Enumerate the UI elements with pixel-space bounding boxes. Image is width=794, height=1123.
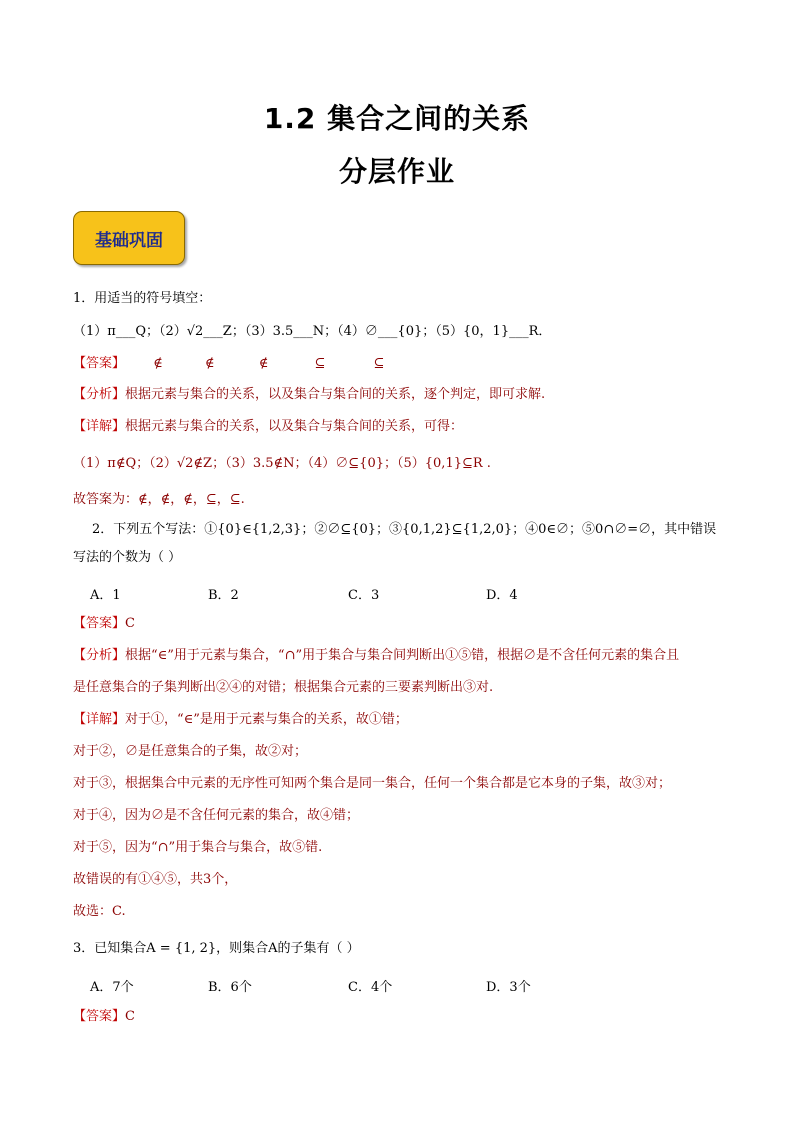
q2-option-b: B．2 [208,588,239,603]
q3-stem: 3．已知集合A = {1, 2}，则集合A的子集有（ ） [73,941,360,956]
q1-answer-3: ∉ [258,356,269,371]
q2-detail-line5: 对于⑤，因为“∩”用于集合与集合，故⑤错. [73,840,323,855]
page-subtitle: 分层作业 [338,155,455,188]
analysis-tag: 【分析】 [73,387,126,402]
q2-detail-line1: 对于①，“∈”是用于元素与集合的关系，故①错； [125,712,408,727]
q2-stem-line2: 写法的个数为（ ） [73,550,182,565]
q2-answer-value: C [125,616,135,631]
detail-tag: 【详解】 [73,419,126,434]
q3-option-a: A．7个 [90,980,134,995]
q3-option-d: D．3个 [486,980,531,995]
answer-tag: 【答案】 [73,616,126,631]
q2-option-a: A．1 [90,588,121,603]
q3-option-c: C．4个 [348,980,393,995]
q1-answer [73,355,384,373]
q3-option-b: B．6个 [208,980,252,995]
q2-detail-line7: 故选：C. [73,904,126,919]
q2-option-c: C．3 [348,588,380,603]
q1-answer-5: ⊆ [373,356,385,371]
q2-analysis [73,647,679,665]
q3-answer-value: C [125,1009,135,1024]
q2-option-d: D．4 [486,588,518,603]
q1-detail-sub: （1）π∉Q；（2）√2∉Z；（3）3.5∉N；（4）∅⊆{0}；（5）{0,1}⊆R . [73,456,491,471]
q1-detail-text: 根据元素与集合的关系，以及集合与集合间的关系，可得： [125,419,464,434]
q1-stem: 1．用适当的符号填空： [73,291,212,306]
q1-analysis [73,386,545,404]
q2-detail [73,711,408,729]
section-badge [73,211,185,265]
q1-answer-4: ⊆ [314,356,326,371]
q2-detail-line6: 故错误的有①④⑤，共3个， [73,872,238,887]
q2-detail-line2: 对于②，∅是任意集合的子集，故②对； [73,744,308,759]
detail-tag: 【详解】 [73,712,126,727]
page-title: 1.2 集合之间的关系 [263,102,531,135]
answer-tag: 【答案】 [73,356,126,371]
q1-conclusion: 故答案为：∉，∉，∉，⊆，⊆. [73,492,245,507]
q1-answer-2: ∉ [204,356,215,371]
q1-subquestions: （1）π___Q；（2）√2___Z；（3）3.5___N；（4）∅___{0}；（5）{0，1}___R． [73,324,552,339]
q2-detail-line4: 对于④，因为∅是不含任何元素的集合，故④错； [73,808,360,823]
q1-analysis-text: 根据元素与集合的关系，以及集合与集合间的关系，逐个判定，即可求解. [125,387,546,402]
q1-answer-1: ∉ [153,356,163,371]
q2-analysis-line1: 根据“∈”用于元素与集合，“∩”用于集合与集合间判断出①⑤错，根据∅是不含任何元素的集合且 [125,648,680,663]
q2-stem-line1: 2．下列五个写法：①{0}∈{1,2,3}；②∅⊆{0}；③{0,1,2}⊆{1,2,0}；④0∈∅；⑤0∩∅=∅，其中错误 [92,522,717,537]
section-badge-label: 基础巩固 [95,230,163,251]
q3-answer [73,1008,135,1026]
q2-answer [73,615,135,633]
answer-tag: 【答案】 [73,1009,126,1024]
q2-analysis-line2: 是任意集合的子集判断出②④的对错；根据集合元素的三要素判断出③对. [73,680,494,695]
analysis-tag: 【分析】 [73,648,126,663]
q1-detail [73,418,463,436]
q2-detail-line3: 对于③，根据集合中元素的无序性可知两个集合是同一集合，任何一个集合都是它本身的子集，故③对； [73,776,672,791]
